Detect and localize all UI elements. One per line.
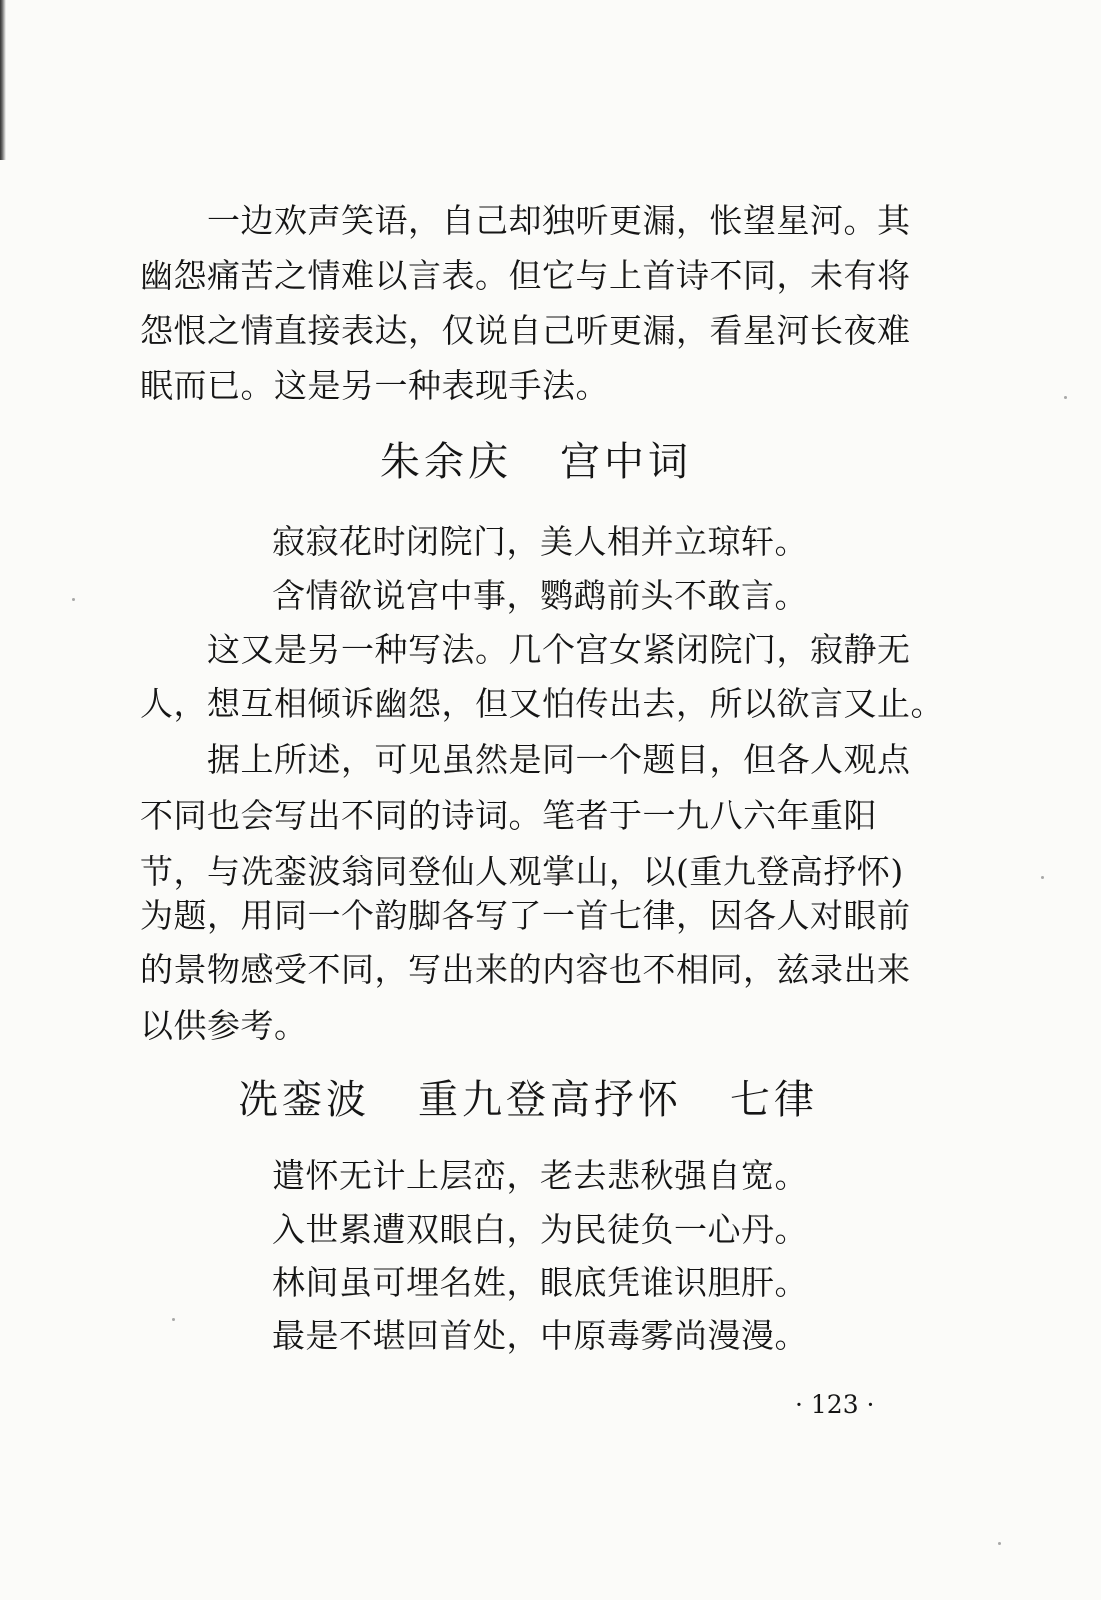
paragraph-line: 据上所述，可见虽然是同一个题目，但各人观点: [207, 740, 911, 779]
paragraph-line: 人，想互相倾诉幽怨，但又怕传出去，所以欲言又止。: [140, 684, 944, 723]
poem-title: [238, 1076, 818, 1124]
poem-line: 最是不堪回首处，中原毒雾尚漫漫。: [272, 1316, 808, 1355]
poem-line: 林间虽可埋名姓，眼底凭谁识胆肝。: [272, 1263, 808, 1302]
poem-name: 重九登高抒怀: [418, 1077, 682, 1123]
paragraph-line: 怨恨之情直接表达，仅说自己听更漏，看星河长夜难: [140, 311, 911, 350]
poem-author: 冼銮波: [238, 1077, 370, 1123]
paragraph-line: 这又是另一种写法。几个宫女紧闭院门，寂静无: [207, 630, 911, 669]
poem-line: 含情欲说宫中事，鹦鹉前头不敢言。: [272, 576, 808, 615]
scan-speck: [72, 598, 75, 601]
page-edge-shadow: [0, 0, 6, 160]
poem-line: 入世累遭双眼白，为民徒负一心丹。: [272, 1210, 808, 1249]
poem-line: 遣怀无计上层峦，老去悲秋强自宽。: [272, 1156, 808, 1195]
scan-speck: [172, 1318, 175, 1321]
poem-form: 七律: [730, 1077, 818, 1123]
paragraph-line: 为题，用同一个韵脚各写了一首七律，因各人对眼前: [140, 896, 911, 935]
paragraph-line: 以供参考。: [140, 1006, 308, 1045]
paragraph-line: 幽怨痛苦之情难以言表。但它与上首诗不同，未有将: [140, 256, 911, 295]
paragraph-line: 的景物感受不同，写出来的内容也不相同，兹录出来: [140, 950, 911, 989]
poem-name: 宫中词: [560, 439, 692, 485]
paragraph-line: 不同也会写出不同的诗词。笔者于一九八六年重阳: [140, 796, 877, 835]
poem-title: [380, 438, 692, 486]
scan-speck: [998, 1542, 1001, 1545]
scan-speck: [1064, 396, 1067, 399]
paragraph-line: 眠而已。这是另一种表现手法。: [140, 366, 609, 405]
page-number: · 123 ·: [795, 1390, 875, 1419]
scan-speck: [1041, 876, 1044, 879]
paragraph-line: 节，与冼銮波翁同登仙人观掌山，以(重九登高抒怀): [140, 852, 904, 891]
poem-author: 朱余庆: [380, 439, 512, 485]
poem-line: 寂寂花时闭院门，美人相并立琼轩。: [272, 522, 808, 561]
paragraph-line: 一边欢声笑语，自己却独听更漏，怅望星河。其: [207, 201, 911, 240]
